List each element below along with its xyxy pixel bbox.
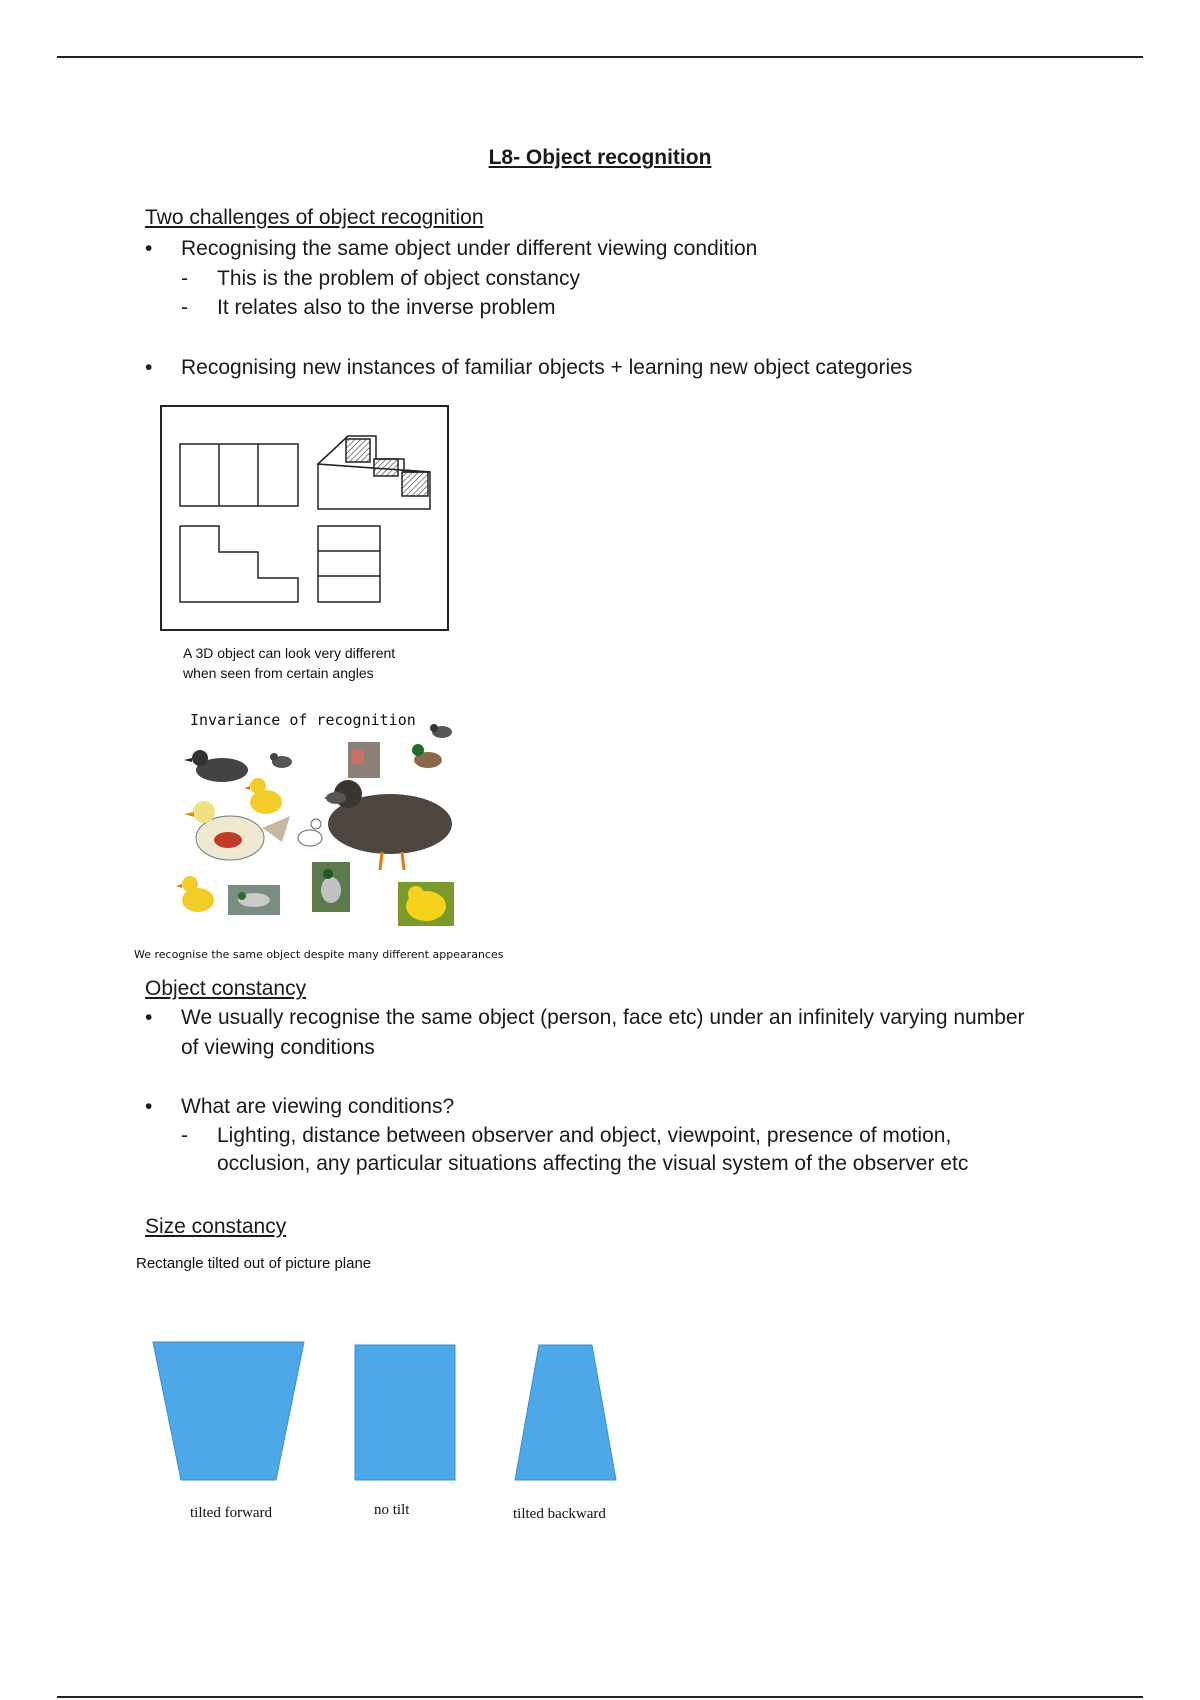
bullet-item xyxy=(145,1092,1045,1122)
bullet-text: Recognising the same object under different viewing condition xyxy=(181,237,758,260)
dash-symbol: - xyxy=(181,267,188,290)
no-tilt-shape xyxy=(355,1345,455,1480)
figure1-caption-line1: A 3D object can look very different xyxy=(183,645,396,661)
section-heading-challenges: Two challenges of object recognition xyxy=(145,206,484,229)
dash-symbol: - xyxy=(181,296,188,319)
bullet-text: What are viewing conditions? xyxy=(181,1095,455,1118)
duck-collage-figure xyxy=(170,720,470,935)
sub-item-text: It relates also to the inverse problem xyxy=(217,296,556,319)
section-heading-object-constancy: Object constancy xyxy=(145,977,307,1000)
sub-item-text: This is the problem of object constancy xyxy=(217,267,581,290)
sub-item-text: Lighting, distance between observer and object, viewpoint, presence of motion, occlusion, any particular situations affecting the visual system of the observer etc xyxy=(217,1124,969,1175)
tilted-backward-shape xyxy=(515,1345,616,1480)
sub-item xyxy=(181,265,1061,293)
duck-icon xyxy=(184,750,248,782)
figure1-caption-line2: when seen from certain angles xyxy=(183,665,374,681)
bullet-item xyxy=(145,353,1045,383)
label-tilted-forward: tilted forward xyxy=(190,1505,273,1521)
bullet-item xyxy=(145,1003,1025,1063)
bullet-text: Recognising new instances of familiar objects + learning new object categories xyxy=(181,356,913,379)
figure2-caption: We recognise the same object despite many different appearances xyxy=(134,948,504,961)
tilted-forward-shape xyxy=(153,1342,304,1480)
label-no-tilt: no tilt xyxy=(374,1502,410,1518)
bullet-symbol: • xyxy=(145,237,153,260)
label-tilted-backward: tilted backward xyxy=(513,1506,606,1522)
sub-item xyxy=(181,1122,1031,1178)
bullet-symbol: • xyxy=(145,1006,153,1029)
top-rule xyxy=(57,56,1143,58)
tilted-rectangles-figure xyxy=(150,1336,630,1486)
figure2-title: Invariance of recognition xyxy=(190,711,416,729)
page-title: L8- Object recognition xyxy=(488,146,712,169)
bullet-symbol: • xyxy=(145,356,153,379)
bullet-symbol: • xyxy=(145,1095,153,1118)
bottom-rule xyxy=(57,1696,1143,1698)
sub-item xyxy=(181,294,1061,322)
section-heading-size-constancy: Size constancy xyxy=(145,1215,287,1238)
size-figure-title: Rectangle tilted out of picture plane xyxy=(136,1255,372,1272)
dash-symbol: - xyxy=(181,1124,188,1147)
staircase-views-figure xyxy=(158,404,452,632)
bullet-text: We usually recognise the same object (person, face etc) under an infinitely varying number of viewing conditions xyxy=(181,1006,1025,1059)
bullet-item xyxy=(145,234,1045,264)
